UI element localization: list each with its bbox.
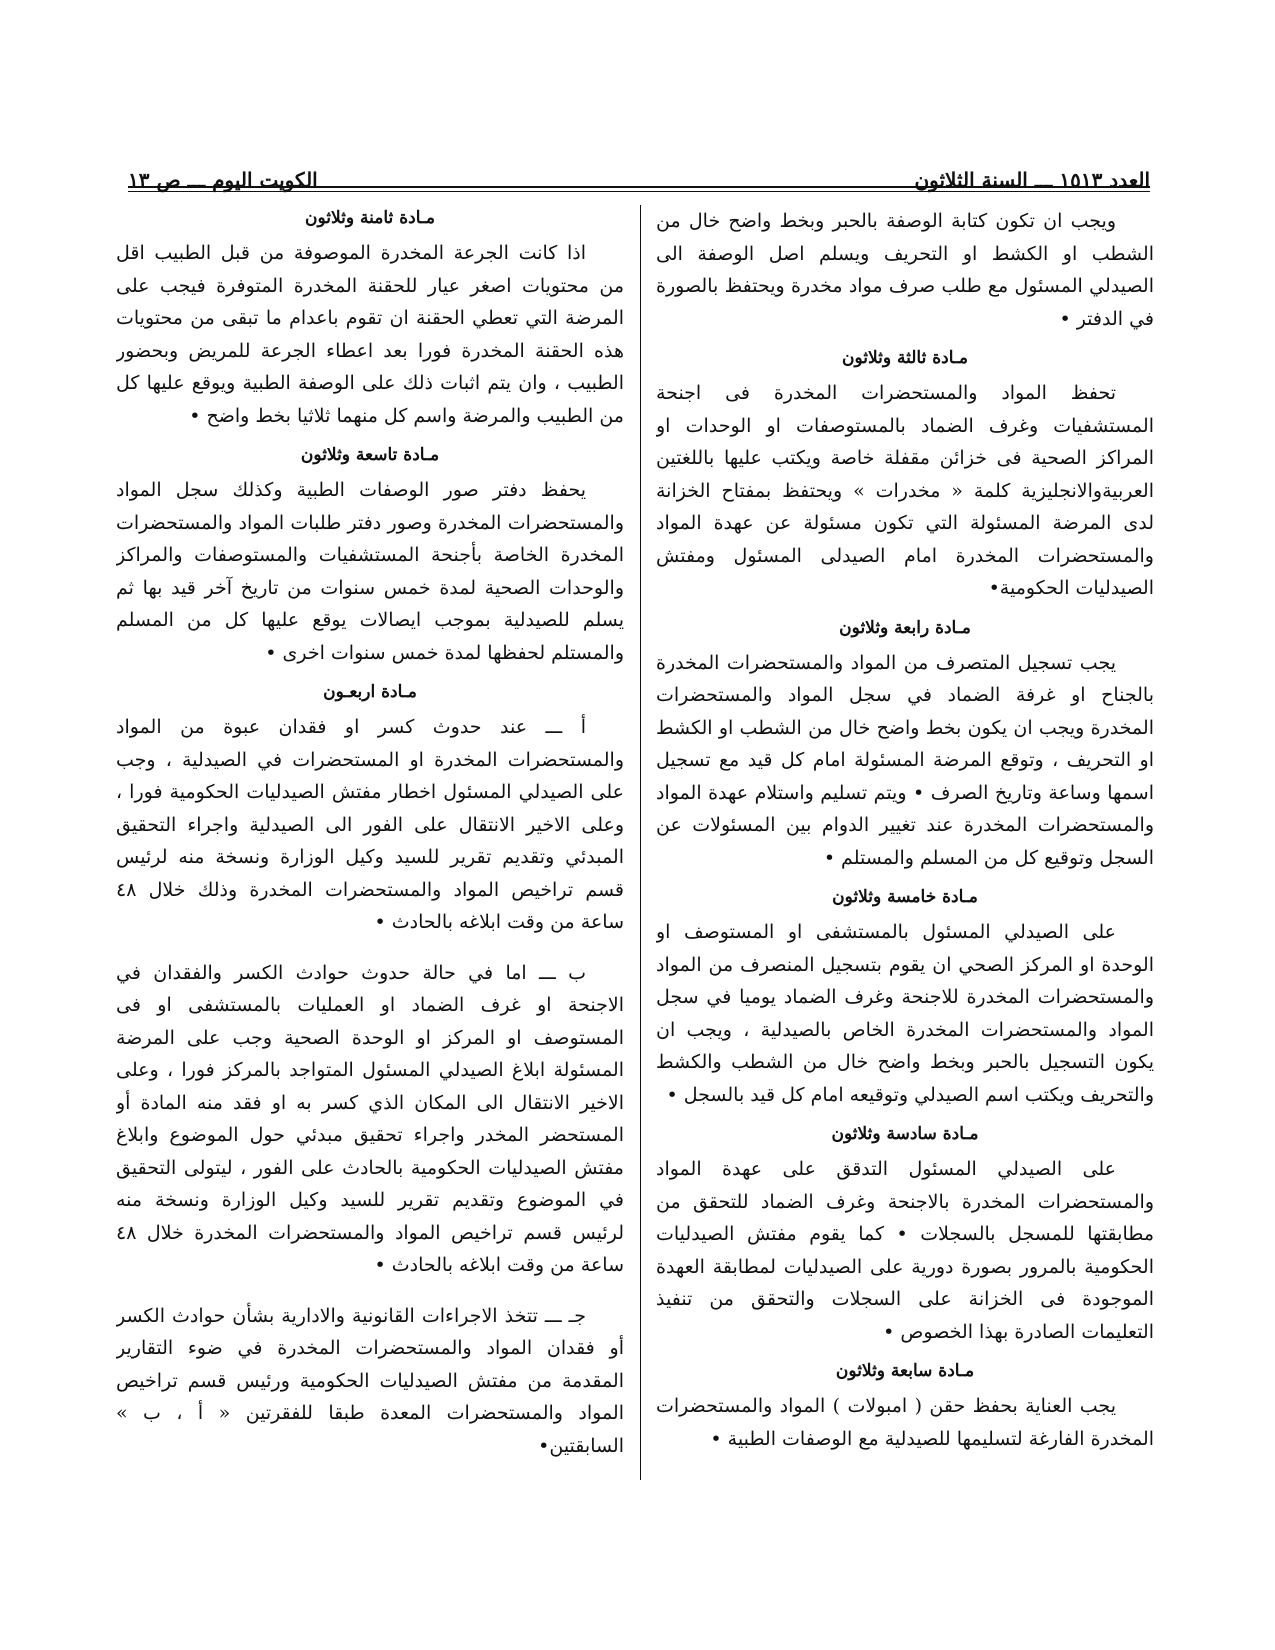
article-40-title: مـادة اربعـون [323,682,417,702]
article-38-title: مـادة ثامنة وثلاثون [305,208,435,228]
clause-spacer [116,1286,624,1300]
article-33-text: تحفظ المواد والمستحضرات المخدرة فى اجنحة المستشفيات وغرف الضماد بالمستوصفات او الوحدات او المراكز الصحية فى خزائن مقفلة خاصة ويكتب عليها باللغتين العربيةوالانجليزية كلمة « مخدرات » ويحتفظ بمفتاح الخزانة لدى المرضة المسئولة التي تكون مسئولة عن عهدة المواد والمستحضرات المخدرة امام الصيدلى المسئول ومفتش الصيدليات الحكومية• [656,382,1154,599]
article-40-clause-a: أ ـــ عند حدوث كسر او فقدان عبوة من المواد والمستحضرات المخدرة او المستحضرات في الصيدلية ، وجب على الصيدلي المسئول اخطار مفتش الصيدليات الحكومية فورا ، وعلى الاخير الانتقال على الفور الى الصيدلية واجراء التحقيق المبدئي وتقديم تقرير للسيد وكيل الوزارة ونسخة منه لرئيس قسم تراخيص المواد والمستحضرات المخدرة وذلك خلال ٤٨ ساعة من وقت ابلاغه بالحادث • [116,716,624,933]
page-header [128,150,1150,192]
header-rule-thin [128,191,1150,192]
article-34-title: مـادة رابعة وثلاثون [839,617,971,638]
paper-page-label: الكويت اليوم ـــ ص ١٣ [128,168,318,192]
left-column [116,205,624,1480]
article-35-text: على الصيدلي المسئول بالمستشفى او المستوصف او الوحدة او المركز الصحي ان يقوم بتسجيل المنصرف من المواد والمستحضرات المخدرة للاجنحة وغرف الضماد يوميا في سجل المواد والمستحضرات المخدرة الخاص بالصيدلية ، ويجب ان يكون التسجيل بالحبر وبخط واضح خال من الشطب والكشط والتحريف ويكتب اسم الصيدلي وتوقيعه امام كل قيد بالسجل • [656,921,1154,1106]
paragraph-prescription: ويجب ان تكون كتابة الوصفة بالحبر وبخط واضح خال من الشطب او الكشط او التحريف ويسلم اصل الوصفة الى الصيدلي المسئول مع طلب صرف مواد مخدرة ويحتفظ بالصورة في الدفتر • [656,210,1154,330]
article-33-title: مـادة ثالثة وثلاثون [842,348,968,368]
article-34-text: يجب تسجيل المتصرف من المواد والمستحضرات المخدرة بالجناح او غرفة الضماد في سجل المواد والمستحضرات المخدرة ويجب ان يكون بخط واضح خال من الشطب او الكشط او التحريف ، وتوقع المرضة المسئولة امام كل قيد مع تسجيل اسمها وساعة وتاريخ الصرف • ويتم تسليم واستلام عهدة المواد والمستحضرات المخدرة عند تغيير الدوام بين المسئولات عن السجل وتوقيع كل من المسلم والمستلم • [656,651,1154,869]
article-37-title: مـادة سابعة وثلاثون [835,1361,975,1381]
issue-year-label: العدد ١٥١٣ ـــ السنة الثلاثون [914,168,1150,192]
header-rule [128,186,1150,188]
article-39-text: يحفظ دفتر صور الوصفات الطبية وكذلك سجل المواد والمستحضرات المخدرة وصور دفتر طلبات المواد والمستحضرات المخدرة الخاصة بأجنحة المستشفيات والمستوصفات والمراكز والوحدات الصحية لمدة خمس سنوات من تاريخ آخر قيد بها ثم يسلم للصيدلية بموجب ايصالات يوقع عليها كل من المسلم والمستلم لحفظها لمدة خمس سنوات اخرى • [116,479,624,664]
article-38-text: اذا كانت الجرعة المخدرة الموصوفة من قبل الطبيب اقل من محتويات اصغر عيار للحقنة المخدرة المتوفرة فيجب على المرضة التي تعطي الحقنة ان تقوم باعدام ما تبقى من محتويات هذه الحقنة المخدرة فورا بعد اعطاء الجرعة للمريض وبحضور الطبيب ، وان يتم اثبات ذلك على الوصفة الطبية ويوقع عليها كل من الطبيب والمرضة واسم كل منهما ثلاثيا بخط واضح • [116,242,624,427]
article-39-title: مـادة تاسعة وثلاثون [300,445,440,465]
article-35-title: مـادة خامسة وثلاثون [832,887,978,907]
article-40-clause-b: ب ـــ اما في حالة حدوث حوادث الكسر والفقدان في الاجنحة او غرف الضماد او العمليات بالمستشفى او فى المستوصف او المركز او الوحدة الصحية وجب على المرضة المسئولة ابلاغ الصيدلي المسئول المتواجد بالمركز فورا ، وعلى الاخير الانتقال الى المكان الذي كسر به او فقد منه المادة أو المستحضر المخدر واجراء تحقيق مبدئي حول الموضوع وابلاغ مفتش الصيدليات الحكومية بالحادث على الفور ، ليتولى التحقيق في الموضوع وتقديم تقرير للسيد وكيل الوزارة ونسخة منه لرئيس قسم تراخيص المواد والمستحضرات المخدرة خلال ٤٨ ساعة من وقت ابلاغه بالحادث • [116,961,624,1276]
article-37-text: يجب العناية بحفظ حقن ( امبولات ) المواد والمستحضرات المخدرة الفارغة لتسليمها للصيدلية مع الوصفات الطبية • [656,1395,1154,1450]
article-36-text: على الصيدلي المسئول التدقق على عهدة المواد والمستحضرات المخدرة بالاجنحة وغرف الضماد للتحقق من مطابقتها للمسجل بالسجلات • كما يقوم مفتش الصيدليات الحكومية بالمرور بصورة دورية على الصيدليات لمطابقة العهدة الموجودة فى الخزانة على السجلات والتحقق من تنفيذ التعليمات الصادرة بهذا الخصوص • [656,1158,1154,1343]
clause-spacer [116,943,624,957]
right-column [656,205,1154,1480]
column-divider [640,205,641,1480]
article-36-title: مـادة سادسة وثلاثون [831,1124,979,1144]
article-40-clause-c: جـ ـــ تتخذ الاجراءات القانونية والادارية بشأن حوادث الكسر أو فقدان المواد والمستحضرات المخدرة في ضوء التقارير المقدمة من مفتش الصيدليات الحكومية ورئيس قسم تراخيص المواد والمستحضرات المعدة طبقا للفقرتين « أ ، ب » السابقتين• [116,1304,624,1457]
